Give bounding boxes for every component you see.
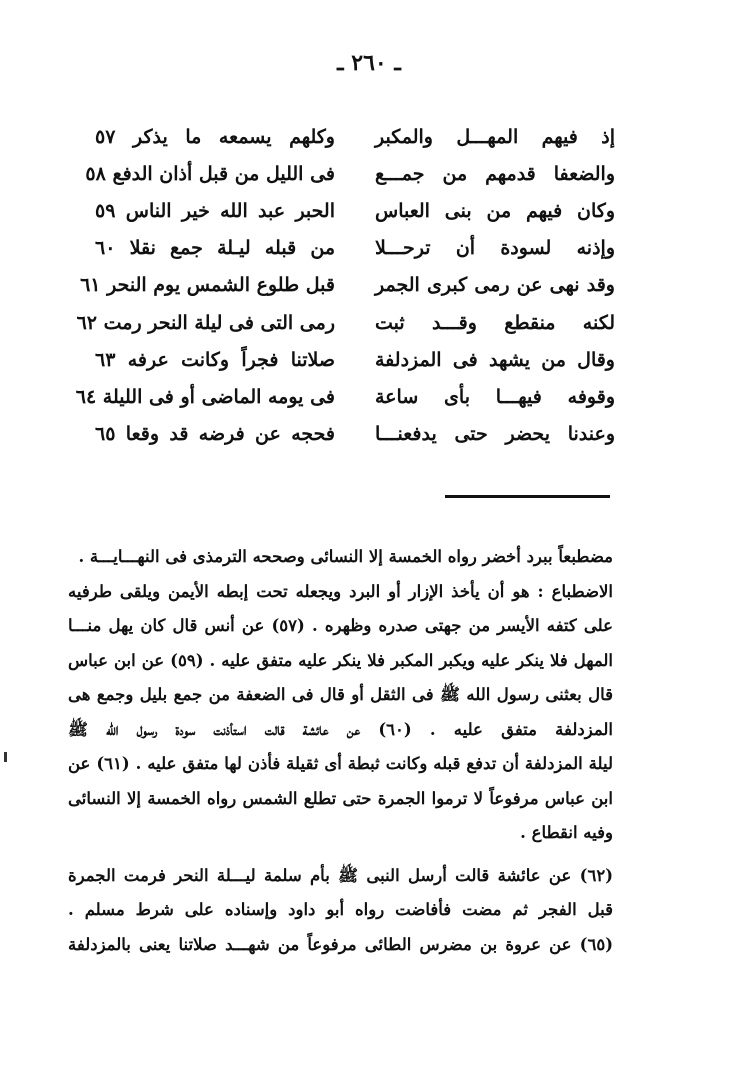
verse-line (95, 230, 615, 267)
verse-first-hemistich: وقال من يشهد فى المزدلفة (375, 348, 615, 371)
commentary-line: ابن عباس مرفوعاً لا ترموا الجمرة حتى تطلع الشمس رواه الخمسة إلا النسائى (68, 788, 613, 808)
commentary-line: قبل الفجر ثم مضت فأفاضت رواه أبو داود وإسناده على شرط مسلم . (68, 900, 613, 919)
commentary-line: على كتفه الأيسر من جهتى صدره وظهره . (٥٧) عن أنس قال كان يهل منـــا (68, 616, 613, 635)
verse-line (95, 416, 615, 453)
commentary-line: الاضطباع : هو أن يأخذ الإزار أو البرد ويجعله تحت إبطه الأيمن ويلقى طرفيه (68, 581, 613, 601)
verse-first-hemistich: وعندنا يحضر حتى يدفعنـــا (375, 423, 615, 446)
commentary-line: المهل فلا ينكر عليه ويكبر المكبر فلا ينكر عليه متفق عليه . (٥٩) عن ابن عباس (68, 650, 613, 670)
verse-first-hemistich: والضعفا قدمهم من جمـــع (375, 162, 615, 185)
verse-first-hemistich: وقد نهى عن رمى كبرى الجمر (375, 274, 615, 297)
verse-second-hemistich: وكلهم يسمعه ما يذكر ٥٧ (95, 125, 335, 148)
verse-first-hemistich: لكنه منقطع وقـــد ثبت (375, 311, 615, 334)
verse-line (80, 267, 615, 304)
commentary-line: المزدلفة متفق عليه . (٦٠) عن عائشة قالت استأذنت سودة رسول الله ﷺ (68, 719, 613, 739)
commentary-line: (٦٢) عن عائشة قالت أرسل النبى ﷺ بأم سلمة ليـــلة النحر فرمت الجمرة (68, 865, 613, 885)
margin-mark (4, 752, 7, 762)
verse-line (95, 341, 615, 378)
footnote-divider (445, 495, 610, 498)
page-number: ـ ٢٦٠ ـ (337, 50, 401, 76)
verse-first-hemistich: وإذنه لسودة أن ترحـــلا (375, 237, 615, 260)
verse-second-hemistich: فى يومه الماضى أو فى الليلة ٦٤ (75, 385, 335, 408)
verse-line (75, 378, 615, 415)
commentary-line: ليلة المزدلفة أن تدفع قبله وكانت ثبطة أى ثقيلة فأذن لها متفق عليه . (٦١) عن (68, 754, 613, 773)
verse-line (95, 118, 615, 155)
verse-second-hemistich: قبل طلوع الشمس يوم النحر ٦١ (80, 274, 335, 297)
commentary-line: (٦٥) عن عروة بن مضرس الطائى مرفوعاً من شهـــد صلاتنا يعنى بالمزدلفة (68, 934, 613, 954)
commentary-line: قال بعثنى رسول الله ﷺ فى الثقل أو قال فى الضعفة من جمع بليل وجمع هى (68, 685, 613, 704)
verse-second-hemistich: فحجه عن فرضه قد وقعا ٦٥ (95, 423, 335, 446)
verse-second-hemistich: الحبر عبد الله خير الناس ٥٩ (95, 199, 335, 222)
verse-second-hemistich: صلاتنا فجراً وكانت عرفه ٦٣ (95, 348, 335, 371)
commentary-line: مضطبعاً ببرد أخضر رواه الخمسة إلا النسائى وصححه الترمذى فى النهـــايـــة . (78, 547, 613, 566)
commentary-line: وفيه انقطاع . (520, 823, 613, 842)
verse-line (85, 155, 615, 192)
verse-first-hemistich: وقوفه فيهـــا بأى ساعة (375, 385, 615, 408)
verse-line (76, 304, 615, 341)
verse-first-hemistich: وكان فيهم من بنى العباس (375, 199, 615, 222)
verse-first-hemistich: إذ فيهم المهـــل والمكبر (375, 125, 615, 148)
verse-line (95, 192, 615, 229)
verse-second-hemistich: فى الليل من قبل أذان الدفع ٥٨ (85, 162, 335, 185)
commentary-block (68, 540, 613, 962)
verse-second-hemistich: رمى التى فى ليلة النحر رمت ٦٢ (76, 311, 335, 334)
verse-second-hemistich: من قبله ليـلة جمع نقلا ٦٠ (95, 237, 335, 260)
verse-block (75, 118, 615, 453)
